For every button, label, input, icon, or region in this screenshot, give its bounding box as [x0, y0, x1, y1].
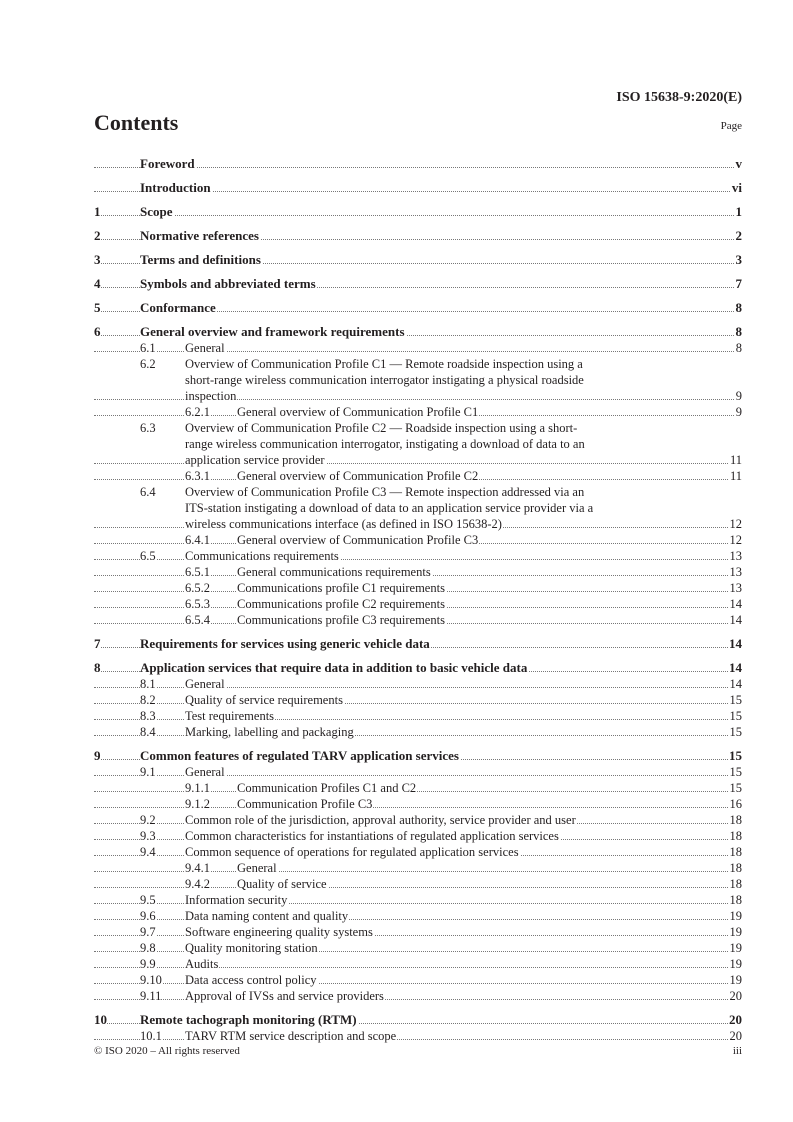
toc-entry-page: 14 [729, 613, 742, 627]
toc-entry-title [185, 988, 742, 1004]
toc-entry-title [185, 892, 742, 908]
toc-entry-title-line: Overview of Communication Profile C2 — Roadside inspection using a short- [185, 421, 578, 435]
toc-entry-title [185, 724, 742, 740]
toc-entry-title [237, 780, 742, 796]
toc-entry-number: 9.6 [140, 909, 156, 923]
toc-entry-title-line: wireless communications interface (as defined in ISO 15638-2) [185, 517, 502, 531]
toc-entry-page: 18 [729, 861, 742, 875]
toc-entry[interactable] [94, 692, 742, 708]
toc-entry[interactable] [94, 940, 742, 956]
toc-entry-page: 11 [729, 453, 742, 467]
toc-entry[interactable] [94, 180, 742, 196]
toc-entry-number: 9.4.1 [185, 861, 210, 875]
toc-entry-title [185, 844, 742, 860]
toc-entry-title [185, 340, 742, 356]
toc-entry-title [237, 596, 742, 612]
toc-entry-title-line: Communications requirements [185, 549, 339, 563]
toc-entry-title-line: Overview of Communication Profile C1 — Remote roadside inspection using a [185, 357, 583, 371]
toc-entry-number: 6.5.2 [185, 581, 210, 595]
toc-entry-title-line: Marking, labelling and packaging [185, 725, 354, 739]
toc-entry-number: 6.2 [140, 357, 156, 371]
toc-entry[interactable] [94, 204, 742, 220]
toc-entry[interactable] [94, 228, 742, 244]
toc-entry[interactable] [94, 300, 742, 316]
toc-entry-title-line: Symbols and abbreviated terms [140, 276, 316, 291]
toc-entry-title-line: Communication Profiles C1 and C2 [237, 781, 417, 795]
toc-entry-page: 13 [729, 581, 742, 595]
toc-entry-number: 2 [94, 228, 101, 243]
toc-entry-title-line: Information security [185, 893, 288, 907]
toc-entry-title-line: General [237, 861, 277, 875]
toc-entry-page: 14 [729, 597, 742, 611]
toc-entry[interactable] [94, 324, 742, 340]
toc-entry-title-line: General overview of Communication Profile C3 [237, 533, 479, 547]
toc-entry[interactable] [94, 676, 742, 692]
toc-entry[interactable] [94, 708, 742, 724]
toc-entry-title [140, 748, 742, 764]
toc-entry-number: 9.9 [140, 957, 156, 971]
toc-entry-number: 6.4 [140, 485, 156, 499]
toc-entry-title-line: range wireless communication interrogator, instigating a download of data to an [185, 437, 585, 451]
toc-entry-page: 16 [729, 797, 742, 811]
toc-entry-title [140, 180, 742, 196]
toc-entry-title [140, 252, 742, 268]
toc-entry-page: 3 [735, 252, 742, 267]
toc-entry-title-line: Software engineering quality systems [185, 925, 373, 939]
toc-entry-title-line: General overview and framework requirements [140, 324, 405, 339]
toc-entry[interactable] [94, 764, 742, 780]
toc-entry[interactable] [94, 564, 742, 580]
toc-entry-page: 2 [735, 228, 742, 243]
toc-entry-page: 9 [735, 405, 742, 419]
toc-entry-title [140, 276, 742, 292]
toc-entry-number: 10.1 [140, 1029, 162, 1043]
toc-entry[interactable] [94, 548, 742, 564]
toc-entry-page: 12 [729, 517, 742, 531]
toc-entry-number: 6.5 [140, 549, 156, 563]
toc-entry-number: 8.1 [140, 677, 156, 691]
toc-entry[interactable] [94, 860, 742, 876]
toc-entry-title-line: Overview of Communication Profile C3 — Remote inspection addressed via an [185, 485, 585, 499]
toc-entry-number: 1 [94, 204, 101, 219]
toc-entry-page: 13 [729, 549, 742, 563]
toc-entry-number: 9.7 [140, 925, 156, 939]
toc-entry-page: 18 [729, 877, 742, 891]
toc-entry[interactable] [94, 468, 742, 484]
toc-entry[interactable] [94, 724, 742, 740]
toc-entry-title [140, 660, 742, 676]
toc-entry-page: 12 [729, 533, 742, 547]
toc-entry-page: 18 [729, 813, 742, 827]
toc-entry-title-line: application service provider [185, 453, 325, 467]
toc-entry-page: 18 [729, 829, 742, 843]
toc-entry-page: 19 [729, 973, 742, 987]
toc-entry-page: 19 [729, 941, 742, 955]
toc-entry-title [140, 300, 742, 316]
toc-entry-number: 5 [94, 300, 101, 315]
toc-entry-title [185, 692, 742, 708]
toc-entry-title [185, 548, 742, 564]
toc-entry[interactable] [94, 844, 742, 860]
toc-entry-number: 8.4 [140, 725, 156, 739]
table-of-contents [94, 148, 742, 1044]
toc-entry-title [185, 908, 742, 924]
toc-entry[interactable] [94, 828, 742, 844]
toc-entry-number: 9.5 [140, 893, 156, 907]
toc-entry-title [185, 972, 742, 988]
toc-entry-number: 8 [94, 660, 101, 675]
toc-entry-page: 14 [729, 677, 742, 691]
toc-entry-number: 9.10 [140, 973, 162, 987]
toc-entry-page: 13 [729, 565, 742, 579]
toc-entry-number: 6.4.1 [185, 533, 210, 547]
toc-entry-title-line: Approval of IVSs and service providers [185, 989, 384, 1003]
toc-entry-title-line: ITS-station instigating a download of data to an application service provider via a [185, 501, 594, 515]
toc-entry-page: 8 [735, 341, 742, 355]
toc-entry-page: 9 [735, 389, 742, 403]
toc-entry-title-line: Introduction [140, 180, 211, 195]
toc-entry-title-line: Common characteristics for instantiations of regulated application services [185, 829, 559, 843]
toc-entry-number: 6.2.1 [185, 405, 210, 419]
toc-entry-number: 10 [94, 1012, 107, 1027]
toc-entry-title-line: Application services that require data in addition to basic vehicle data [140, 660, 528, 675]
toc-entry-number: 8.3 [140, 709, 156, 723]
toc-entry-title-line: Scope [140, 204, 173, 219]
toc-entry-page: 8 [735, 324, 742, 339]
toc-entry-title-line: Quality of service [237, 877, 327, 891]
toc-entry-number: 9.3 [140, 829, 156, 843]
toc-entry-title-line: General [185, 341, 225, 355]
toc-entry-title [185, 1028, 742, 1044]
toc-entry[interactable] [94, 892, 742, 908]
toc-entry-title [185, 812, 742, 828]
toc-entry-number: 6.5.3 [185, 597, 210, 611]
toc-entry[interactable] [94, 596, 742, 612]
toc-entry[interactable] [94, 796, 742, 812]
toc-entry[interactable] [94, 748, 742, 764]
toc-entry-title-line: TARV RTM service description and scope [185, 1029, 397, 1043]
toc-entry[interactable] [94, 532, 742, 548]
toc-entry[interactable] [94, 1012, 742, 1028]
toc-entry-page: 19 [729, 957, 742, 971]
toc-entry[interactable] [94, 340, 742, 356]
toc-entry-page: 20 [729, 989, 742, 1003]
toc-entry-title [185, 828, 742, 844]
toc-entry-number: 8.2 [140, 693, 156, 707]
toc-entry-number: 7 [94, 636, 101, 651]
toc-entry-page: v [735, 156, 742, 171]
toc-entry-title-line: Quality of service requirements [185, 693, 343, 707]
toc-entry-page: 19 [729, 909, 742, 923]
toc-entry-page: 14 [729, 636, 742, 651]
toc-entry-page: 15 [729, 781, 742, 795]
toc-entry-number: 6.1 [140, 341, 156, 355]
toc-entry-title [140, 1012, 742, 1028]
toc-entry-title [140, 636, 742, 652]
toc-entry-title-line: Data naming content and quality [185, 909, 349, 923]
toc-entry-title-line: Data access control policy [185, 973, 317, 987]
toc-entry-page: 8 [735, 300, 742, 315]
toc-entry-title [140, 156, 742, 172]
toc-entry-title-line: Common features of regulated TARV application services [140, 748, 459, 763]
document-id: ISO 15638-9:2020(E) [616, 90, 742, 105]
toc-entry[interactable] [94, 484, 742, 532]
toc-entry-number: 9.11 [140, 989, 162, 1003]
toc-entry-page: 15 [729, 748, 742, 763]
toc-entry[interactable] [94, 404, 742, 420]
toc-entry[interactable] [94, 924, 742, 940]
toc-entry-page: 18 [729, 893, 742, 907]
toc-entry[interactable] [94, 972, 742, 988]
toc-entry-title-line: General overview of Communication Profile C1 [237, 405, 479, 419]
toc-entry-title [185, 676, 742, 692]
toc-entry-page: 7 [735, 276, 742, 291]
toc-entry[interactable] [94, 780, 742, 796]
toc-entry-title-line: Quality monitoring station [185, 941, 318, 955]
toc-entry-title-line: Foreword [140, 156, 195, 171]
toc-entry-number: 3 [94, 252, 101, 267]
toc-entry[interactable] [94, 580, 742, 596]
toc-entry-page: vi [731, 180, 742, 195]
toc-entry-title [237, 564, 742, 580]
toc-entry-page: 20 [729, 1029, 742, 1043]
toc-entry-number: 6.3.1 [185, 469, 210, 483]
toc-entry[interactable] [94, 1028, 742, 1044]
toc-entry-title-line: Audits [185, 957, 219, 971]
toc-entry[interactable] [94, 252, 742, 268]
toc-entry-title [140, 228, 742, 244]
toc-entry-title-line: Terms and definitions [140, 252, 261, 267]
toc-entry-page: 19 [729, 925, 742, 939]
toc-entry-page: 1 [735, 204, 742, 219]
toc-entry-title [140, 324, 742, 340]
toc-entry-number: 9 [94, 748, 101, 763]
toc-entry-title [237, 860, 742, 876]
toc-entry-number: 9.4 [140, 845, 156, 859]
toc-entry[interactable] [94, 356, 742, 404]
page-number: iii [732, 1045, 742, 1057]
toc-entry-title-line: Communication Profile C3 [237, 797, 373, 811]
toc-entry[interactable] [94, 612, 742, 628]
toc-entry-title [237, 796, 742, 812]
toc-entry-number: 6.5.4 [185, 613, 210, 627]
toc-entry-title [185, 940, 742, 956]
toc-entry-title-line: General overview of Communication Profile C2 [237, 469, 479, 483]
toc-entry-page: 15 [729, 693, 742, 707]
toc-entry-number: 9.8 [140, 941, 156, 955]
toc-entry-title [140, 204, 742, 220]
toc-entry[interactable] [94, 812, 742, 828]
toc-entry-title [237, 468, 742, 484]
toc-entry-number: 9.4.2 [185, 877, 210, 891]
toc-entry-page: 18 [729, 845, 742, 859]
toc-entry-title-line: Communications profile C3 requirements [237, 613, 445, 627]
toc-entry-title-line: General communications requirements [237, 565, 431, 579]
toc-entry-number: 6.3 [140, 421, 156, 435]
toc-entry-title-line: Communications profile C1 requirements [237, 581, 445, 595]
toc-entry[interactable] [94, 156, 742, 172]
toc-entry-title-line: General [185, 765, 225, 779]
toc-entry-title-line: Remote tachograph monitoring (RTM) [140, 1012, 357, 1027]
toc-entry-title [237, 612, 742, 628]
toc-entry-page: 20 [729, 1012, 742, 1027]
toc-entry-title [185, 956, 742, 972]
toc-entry[interactable] [94, 988, 742, 1004]
toc-entry-page: 15 [729, 765, 742, 779]
toc-entry-number: 4 [94, 276, 101, 291]
toc-entry-title [237, 404, 742, 420]
toc-entry-number: 9.1 [140, 765, 156, 779]
toc-entry-title-line: Common sequence of operations for regulated application services [185, 845, 519, 859]
toc-entry-title [185, 420, 742, 468]
toc-entry[interactable] [94, 876, 742, 892]
toc-entry-number: 9.1.1 [185, 781, 210, 795]
toc-entry[interactable] [94, 636, 742, 652]
toc-entry-title-line: short-range wireless communication interrogator instigating a physical roadside [185, 373, 584, 387]
toc-entry-page: 11 [729, 469, 742, 483]
toc-entry[interactable] [94, 420, 742, 468]
toc-entry-title [237, 532, 742, 548]
toc-entry-title-line: Requirements for services using generic vehicle data [140, 636, 430, 651]
toc-entry[interactable] [94, 276, 742, 292]
toc-entry-title [185, 924, 742, 940]
toc-entry-title-line: Communications profile C2 requirements [237, 597, 445, 611]
toc-entry[interactable] [94, 660, 742, 676]
toc-entry-title-line: General [185, 677, 225, 691]
toc-entry-title [185, 484, 742, 532]
toc-entry[interactable] [94, 956, 742, 972]
toc-entry-page: 15 [729, 709, 742, 723]
toc-entry-page: 14 [729, 660, 742, 675]
toc-entry[interactable] [94, 908, 742, 924]
toc-entry-title [185, 764, 742, 780]
toc-entry-title-line: Normative references [140, 228, 259, 243]
toc-entry-title-line: Common role of the jurisdiction, approval authority, service provider and user [185, 813, 576, 827]
toc-entry-number: 6 [94, 324, 101, 339]
toc-entry-title [237, 876, 742, 892]
toc-entry-title [185, 708, 742, 724]
contents-heading: Contents [94, 110, 179, 135]
toc-entry-number: 9.2 [140, 813, 156, 827]
toc-entry-number: 6.5.1 [185, 565, 210, 579]
copyright-notice: © ISO 2020 – All rights reserved [94, 1045, 240, 1057]
toc-entry-number: 9.1.2 [185, 797, 210, 811]
toc-entry-page: 15 [729, 725, 742, 739]
toc-entry-title [237, 580, 742, 596]
page-column-label: Page [720, 120, 742, 132]
toc-entry-title-line: Conformance [140, 300, 216, 315]
toc-entry-title-line: inspection [185, 389, 237, 403]
toc-entry-title-line: Test requirements [185, 709, 275, 723]
toc-entry-title [185, 356, 742, 404]
